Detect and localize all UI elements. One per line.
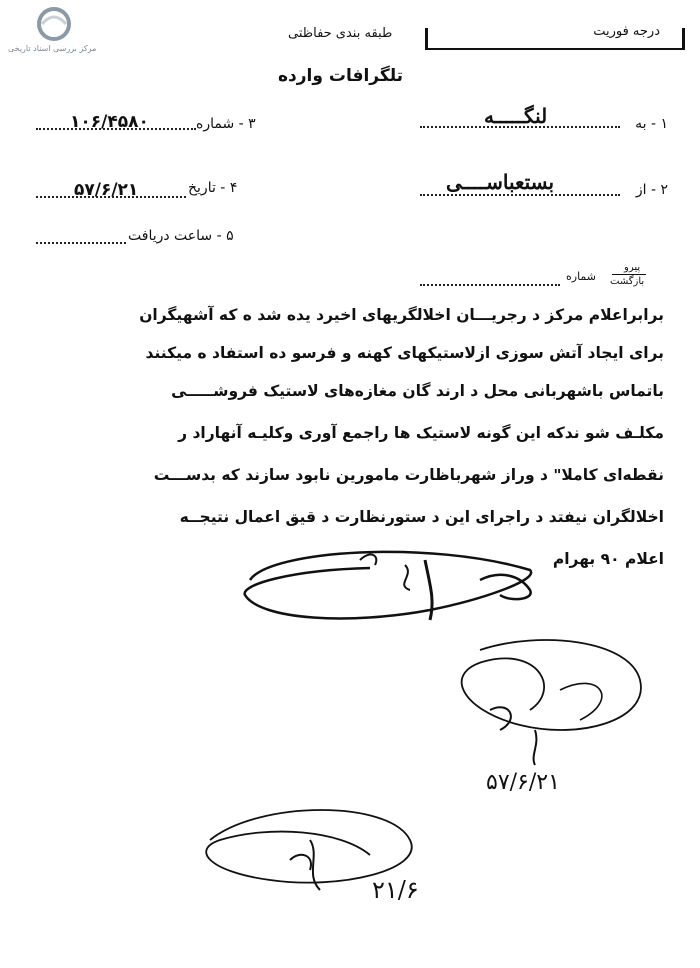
receipt-time-dots	[36, 242, 126, 244]
number-dots	[36, 128, 196, 130]
body-line-4: مکلـف شو ندکه این گونه لاستیک ها راجمع آوری وکلیـه آنهاراد ر	[178, 424, 664, 442]
archive-logo	[8, 6, 118, 62]
annotation-date-2: ۲۱/۶	[372, 876, 419, 904]
number-label: ۳ - شماره	[196, 116, 256, 132]
body-line-5: نقطه‌ای کاملا" د وراز شهرباظارت مامورین نابود سازند که بدســـت	[153, 466, 664, 484]
reference-return-label: بازگشت	[610, 276, 645, 287]
body-line-3: باتماس باشهربانی محل د ارند گان مغازه‌های لاستیک فروشـــــی	[171, 382, 664, 400]
archive-logo-text: مرکز بررسی اسناد تاریخی	[8, 44, 97, 53]
reference-dots	[420, 284, 560, 286]
from-dots	[420, 194, 620, 196]
from-value: بستعباســــی	[446, 170, 555, 194]
date-value: ۵۷/۶/۲۱	[74, 180, 139, 200]
date-dots	[36, 196, 186, 198]
reference-number-label: شماره	[566, 270, 597, 283]
handwritten-annotation-lower	[190, 800, 430, 930]
priority-label: درجه فوریت	[593, 24, 660, 39]
priority-box-right-bar	[682, 28, 685, 50]
priority-box-left-bar	[425, 28, 428, 50]
to-dots	[420, 126, 620, 128]
reference-fraction-line	[612, 274, 646, 275]
body-line-1: برابراعلام مرکز د رجریـــان اخلالگریهای اخیرد یده شد ه که آشهیگران	[139, 306, 664, 324]
body-line-2: برای ایجاد آتش سوزی ازلاستیکهای کهنه و فرسو ده استفاد ه میکنند	[145, 344, 664, 362]
body-line-7: اعلام ۹۰ بهرام	[552, 550, 664, 568]
annotation-date-1: ۵۷/۶/۲۱	[486, 770, 560, 795]
body-line-6: اخلالگران نیفتد د راجرای این د ستورنظارت د قیق اعمال نتیجــه	[179, 508, 664, 526]
priority-box-bottom	[425, 48, 685, 50]
reference-followup-label: پیرو	[624, 262, 641, 273]
from-label: ۲ - از	[635, 182, 668, 198]
classification-label: طبقه بندی حفاظتی	[288, 26, 393, 41]
receipt-time-label: ۵ - ساعت دریافت	[128, 228, 234, 244]
to-value: لنگـــــه	[484, 104, 548, 128]
date-label: ۴ - تاریخ	[188, 180, 238, 196]
archive-logo-icon	[32, 6, 76, 42]
document-title: تلگرافات وارده	[278, 66, 404, 86]
to-label: ۱ - به	[635, 116, 668, 132]
handwritten-signature-main	[230, 540, 550, 630]
number-value: ۱۰۶/۴۵۸۰	[70, 112, 149, 132]
